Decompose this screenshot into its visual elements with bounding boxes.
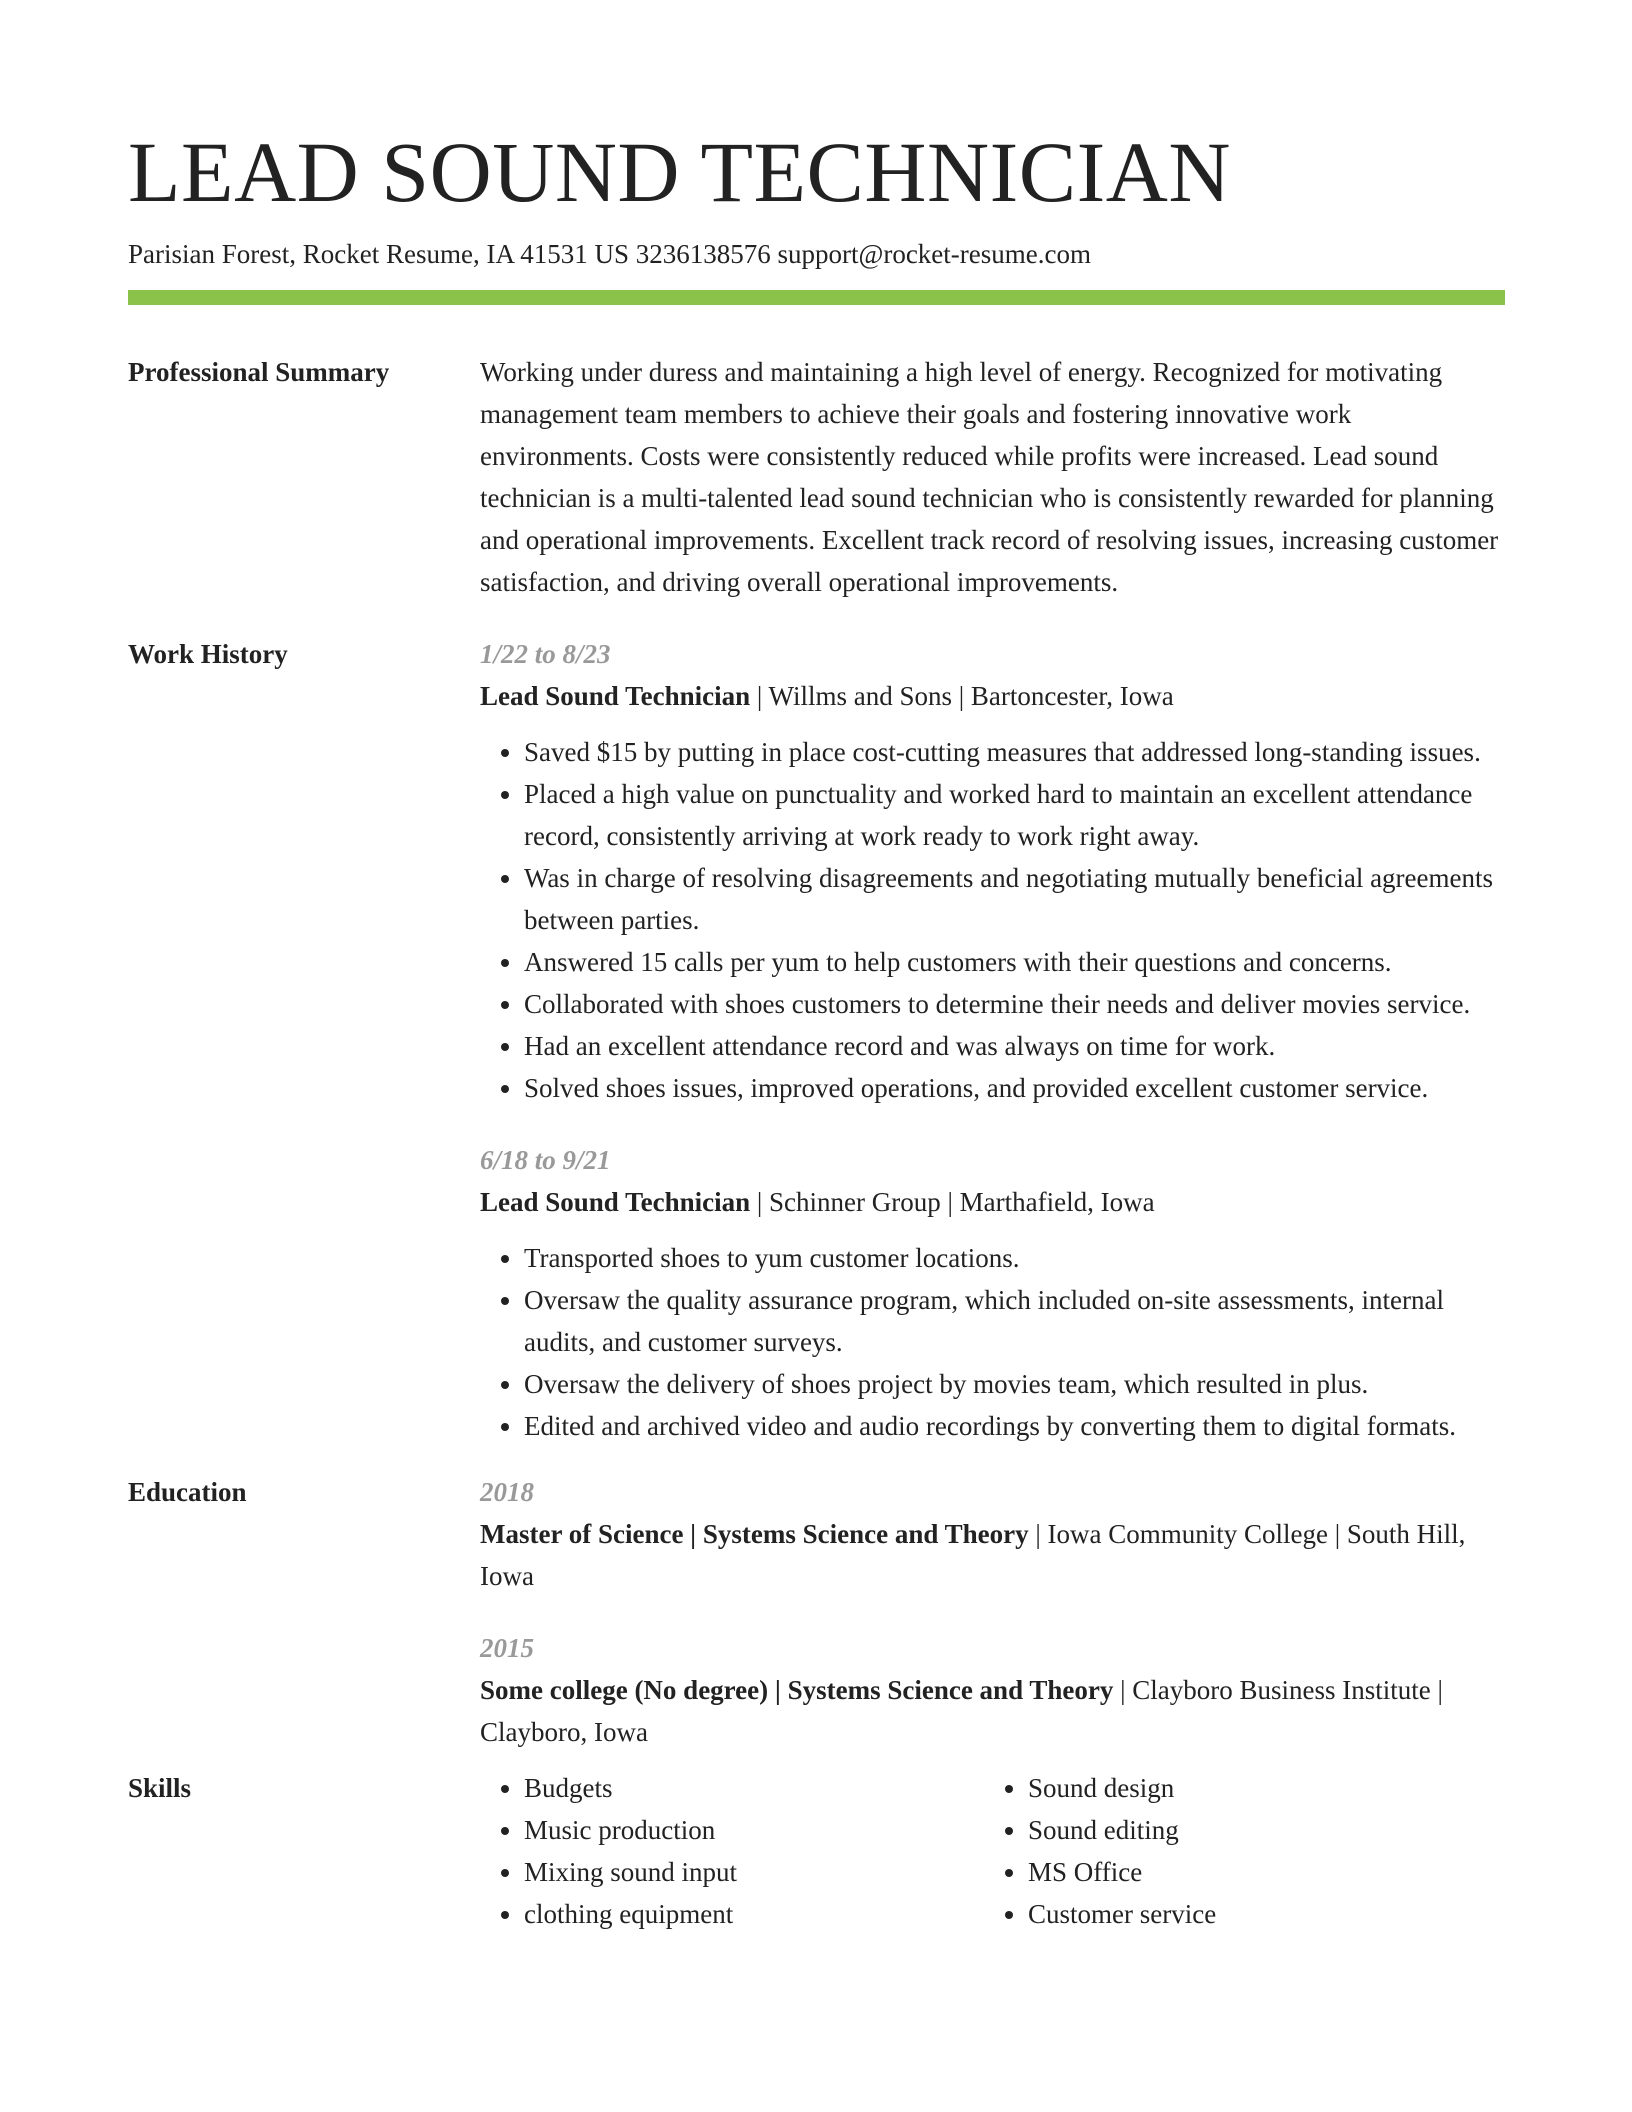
skill-item: • Music production: [524, 1809, 984, 1851]
job-bullet: • Transported shoes to yum customer locations.: [524, 1237, 1505, 1279]
education-year: 2018: [480, 1477, 534, 1507]
job-bullet: • Oversaw the quality assurance program, which included on-site assessments, internal audits, and customer surveys.: [524, 1279, 1505, 1363]
job-bullet: • Saved $15 by putting in place cost-cutting measures that addressed long-standing issues.: [524, 731, 1505, 773]
education-heading: [480, 1669, 1505, 1753]
education-year: 2015: [480, 1633, 534, 1663]
job-bullet: • Collaborated with shoes customers to determine their needs and deliver movies service.: [524, 983, 1505, 1025]
resume-name: LEAD SOUND TECHNICIAN: [128, 124, 1231, 220]
job-entry: [480, 1139, 1505, 1447]
job-heading: [480, 1181, 1505, 1223]
job-bullet: • Oversaw the delivery of shoes project by movies team, which resulted in plus.: [524, 1363, 1505, 1405]
section-title-education: Education: [128, 1477, 247, 1507]
job-bullet: • Answered 15 calls per yum to help customers with their questions and concerns.: [524, 941, 1505, 983]
skills-column: [480, 1767, 984, 1935]
job-bullet: • Solved shoes issues, improved operations, and provided excellent customer service.: [524, 1067, 1505, 1109]
job-bullets: [480, 1237, 1505, 1447]
skill-item: • MS Office: [1028, 1851, 1488, 1893]
skill-item: • Customer service: [1028, 1893, 1488, 1935]
contact-line: Parisian Forest, Rocket Resume, IA 41531 US 3236138576 support@rocket-resume.com: [128, 239, 1091, 269]
skills-section: [128, 1767, 1505, 1935]
skills-grid: [480, 1767, 1505, 1935]
summary-text: Working under duress and maintaining a high level of energy. Recognized for motivating management team members to achieve their goals and fostering innovative work environments. Costs were consistently reduced while profits were increased. Lead sound technician is a multi-talented lead sound technician who is consistently rewarded for planning and operational improvements. Excellent track record of resolving issues, increasing customer satisfaction, and driving overall operational improvements.: [480, 357, 1499, 597]
job-bullet: • Was in charge of resolving disagreements and negotiating mutually beneficial agreements between parties.: [524, 857, 1505, 941]
education-details: | Iowa Community College | South Hill, Iowa: [480, 1519, 1466, 1591]
job-dates: 6/18 to 9/21: [480, 1145, 611, 1175]
header-divider: [128, 290, 1505, 305]
job-bullet: • Edited and archived video and audio recordings by converting them to digital formats.: [524, 1405, 1505, 1447]
job-details: | Schinner Group | Marthafield, Iowa: [750, 1187, 1155, 1217]
job-title: Lead Sound Technician: [480, 1187, 751, 1217]
job-heading: [480, 675, 1505, 717]
job-bullet: • Had an excellent attendance record and was always on time for work.: [524, 1025, 1505, 1067]
education-entry: [480, 1471, 1505, 1597]
work-history-section: [128, 633, 1505, 1461]
education-section: [128, 1471, 1505, 1753]
skills-column: [984, 1767, 1488, 1935]
skill-item: • Budgets: [524, 1767, 984, 1809]
education-entry: [480, 1627, 1505, 1753]
section-title-work-history: Work History: [128, 639, 288, 669]
education-degree: Master of Science | Systems Science and Theory: [480, 1519, 1029, 1549]
job-bullets: [480, 731, 1505, 1109]
skill-item: • clothing equipment: [524, 1893, 984, 1935]
skill-item: • Sound design: [1028, 1767, 1488, 1809]
education-degree: Some college (No degree) | Systems Science and Theory: [480, 1675, 1114, 1705]
skill-item: • Sound editing: [1028, 1809, 1488, 1851]
section-title-summary: Professional Summary: [128, 357, 390, 387]
job-dates: 1/22 to 8/23: [480, 639, 611, 669]
job-entry: [480, 633, 1505, 1109]
section-title-skills: Skills: [128, 1773, 192, 1803]
job-title: Lead Sound Technician: [480, 681, 751, 711]
skill-item: • Mixing sound input: [524, 1851, 984, 1893]
summary-section: [128, 351, 1505, 603]
education-heading: [480, 1513, 1505, 1597]
resume-page: [128, 118, 1505, 1935]
job-bullet: • Placed a high value on punctuality and worked hard to maintain an excellent attendance record, consistently arriving at work ready to work right away.: [524, 773, 1505, 857]
job-details: | Willms and Sons | Bartoncester, Iowa: [750, 681, 1174, 711]
education-details: | Clayboro Business Institute | Clayboro, Iowa: [480, 1675, 1443, 1747]
